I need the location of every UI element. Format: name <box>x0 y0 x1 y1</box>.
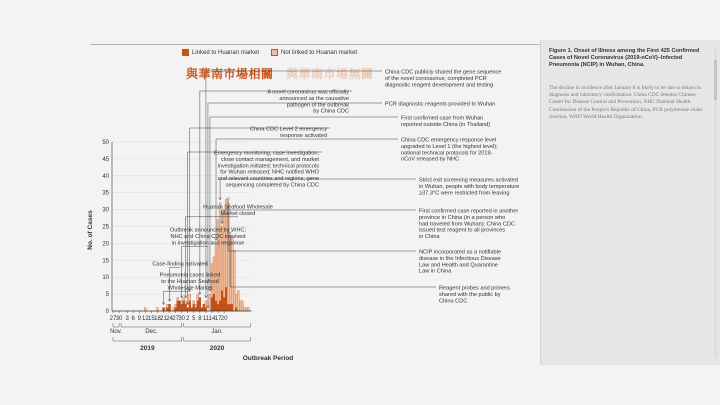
bar-not-linked <box>173 308 175 311</box>
year-bracket <box>184 337 251 341</box>
annotation-text: PCR diagnostic reagents provided to Wuhan <box>385 101 496 108</box>
bar-linked <box>205 308 207 311</box>
bar-linked <box>213 294 215 311</box>
annotation-text: Outbreak announced by WHC; NHC and China CDC involved in investigation and response <box>169 227 247 247</box>
annotation-text: China CDC emergency response level upgraded to Level 1 (the highest level); national technical protocols for 2019-nCoV released by NHC <box>401 137 498 163</box>
bar-linked <box>199 297 201 311</box>
bar-linked <box>175 308 177 311</box>
annotation-text: Pneumonia cases linked to the Huanan Seafood Wholesale Market <box>159 272 221 292</box>
y-tick-label: 0 <box>105 309 109 315</box>
bar-not-linked <box>243 308 245 311</box>
x-tick-label: 18 <box>154 316 161 322</box>
bar-linked <box>169 304 171 311</box>
x-tick-label: 20 <box>220 316 228 322</box>
x-tick-label: 2 <box>186 316 190 322</box>
x-tick-label: 17 <box>214 316 222 322</box>
annotation-text: China CDC publicly shared the gene sequence of the novel coronavirus; completed PCR diagnostic reagent development and testing <box>385 69 502 89</box>
x-tick-label: 27 <box>172 316 179 322</box>
bar-linked <box>187 308 189 311</box>
y-axis-label: No. of Cases <box>87 210 94 250</box>
annotation-text: Reagent probes and primers shared with the public by China CDC <box>439 285 510 305</box>
bar-linked <box>211 297 213 311</box>
bar-not-linked <box>197 294 199 301</box>
year-label: 2020 <box>209 345 225 352</box>
y-tick-label: 40 <box>102 173 109 180</box>
bar-not-linked <box>239 301 241 311</box>
year-label: 2019 <box>140 345 155 352</box>
annotation-text: NCIP incorporated as a notifiable disease in the Infectious Disease Law and Health and Quarantine Law in China <box>419 249 501 275</box>
y-tick-label: 30 <box>102 207 109 214</box>
y-tick-label: 10 <box>102 275 109 282</box>
bar-linked <box>219 301 221 311</box>
annotation-text: First confirmed case reported in another province in China (in a person who had traveled from Wuhan); China CDC issued test reagent to all provinces in China <box>419 208 519 241</box>
bar-not-linked <box>235 294 237 308</box>
bar-not-linked <box>175 304 177 307</box>
caption-panel <box>540 40 720 365</box>
annotation-text: China CDC Level 2 emergency response activated <box>249 126 327 139</box>
bar-not-linked <box>231 237 233 305</box>
bar-not-linked <box>223 210 225 298</box>
bar-linked <box>179 301 181 311</box>
bar-not-linked <box>219 203 221 301</box>
annotation-text: A novel coronavirus was officially announced as the causative pathogen of the outbreak by China CDC <box>267 89 349 115</box>
annotation-text: First confirmed case from Wuhan reported outside China (in Thailand) <box>401 115 491 128</box>
x-tick-label: 5 <box>192 316 196 322</box>
y-tick-label: 35 <box>102 190 109 197</box>
bar-not-linked <box>177 297 179 300</box>
x-tick-label: 3 <box>125 316 129 322</box>
annotation-text: Strict exit screening measures activated in Wuhan, people with body temperature ≥37.3°C were restricted from leaving <box>419 177 520 197</box>
bar-linked <box>185 304 187 311</box>
bar-linked <box>223 297 225 311</box>
chinese-label-not-linked: 與華南市場無關 <box>286 67 374 81</box>
x-tick-label: 11 <box>202 316 210 322</box>
x-tick-label: 24 <box>166 316 173 322</box>
bar-linked <box>227 304 229 311</box>
bar-not-linked <box>233 250 235 311</box>
annotation-text: Case-finding activated <box>152 261 208 268</box>
x-tick-label: 27 <box>109 316 117 322</box>
y-tick-label: 15 <box>102 258 109 265</box>
bar-linked <box>191 308 193 311</box>
y-tick-label: 50 <box>102 140 109 146</box>
bar-not-linked <box>181 301 183 304</box>
bar-linked <box>221 291 223 311</box>
month-bracket <box>113 323 119 327</box>
bar-not-linked <box>183 297 185 300</box>
bar-linked <box>235 308 237 311</box>
bar-not-linked <box>245 308 247 311</box>
chinese-label-linked: 與華南市場相關 <box>186 67 274 81</box>
legend-not-linked-label: Not linked to Huanan market <box>281 50 358 57</box>
y-tick-label: 25 <box>102 224 109 231</box>
x-tick-label: 15 <box>148 316 155 322</box>
x-tick-label: 30 <box>178 316 186 322</box>
bar-linked <box>229 304 231 311</box>
bar-not-linked <box>205 301 207 308</box>
bar-not-linked <box>193 301 195 304</box>
bar-linked <box>163 308 165 311</box>
bar-not-linked <box>195 304 197 307</box>
bar-not-linked <box>189 294 191 301</box>
x-tick-label: 21 <box>160 316 167 322</box>
bar-not-linked <box>144 308 146 311</box>
annotation-leader <box>230 234 436 287</box>
x-tick-label: 8 <box>198 316 202 322</box>
bar-linked <box>217 304 219 311</box>
bar-not-linked <box>237 291 239 311</box>
scrollbar-thumb[interactable] <box>714 60 717 100</box>
x-tick-label: 12 <box>141 316 149 322</box>
bar-linked <box>193 304 195 311</box>
bar-linked <box>201 308 203 311</box>
bar-not-linked <box>247 308 249 311</box>
bar-linked <box>177 301 179 311</box>
month-label: Dec. <box>145 329 158 335</box>
bar-linked <box>197 301 199 311</box>
annotation-text: Huanan Seafood Wholesale Market closed <box>203 204 273 217</box>
x-tick-label: 9 <box>137 316 141 322</box>
bar-linked <box>203 304 205 311</box>
bar-linked <box>183 301 185 311</box>
bar-linked <box>167 308 169 311</box>
month-bracket <box>121 323 182 327</box>
bar-not-linked <box>209 294 211 311</box>
bar-not-linked <box>241 301 243 311</box>
figure-caption-title: Figure 1. Onset of Illness among the First 425 Confirmed Cases of Novel Coronavirus (2019-nCoV)–Infected Pneumonia (NCIP) in Wuhan, China. <box>549 48 700 68</box>
x-axis-label: Outbreak Period <box>242 355 294 362</box>
bar-linked <box>215 301 217 311</box>
y-tick-label: 20 <box>102 241 109 248</box>
bar-not-linked <box>165 308 167 311</box>
x-tick-label: 6 <box>131 316 135 322</box>
y-tick-label: 5 <box>105 292 109 299</box>
x-tick-label: 30 <box>115 316 123 322</box>
month-bracket <box>184 323 251 327</box>
bar-linked <box>231 304 233 311</box>
x-tick-label: 14 <box>208 316 216 322</box>
bar-linked <box>225 287 227 311</box>
year-bracket <box>113 337 182 341</box>
month-label: Jan. <box>211 329 223 335</box>
month-label: Nov. <box>110 329 122 335</box>
bar-linked <box>181 304 183 311</box>
legend-linked-label: Linked to Huanan market <box>192 50 260 57</box>
y-tick-label: 45 <box>102 156 109 163</box>
bar-not-linked <box>167 304 169 307</box>
figure-caption-body: The decline in incidence after January 8 is likely to be due to delays in diagnosis and laboratory confirmation. China CDC denotes Chinese Center for Disease Control and Prevention, NHC National Health Commission of the People's Republic of China, PCR polymerase chain reaction, WHO World Health Organization. <box>549 85 703 120</box>
bar-linked <box>195 308 197 311</box>
annotation-text: Emergency monitoring, case investigation, close contact management, and market investigation initiated; technical protocols for Wuhan released; NHC notified WHO and relevant countries and regions; gene sequencing completed by China CDC <box>213 150 319 189</box>
bar-not-linked <box>156 308 158 311</box>
